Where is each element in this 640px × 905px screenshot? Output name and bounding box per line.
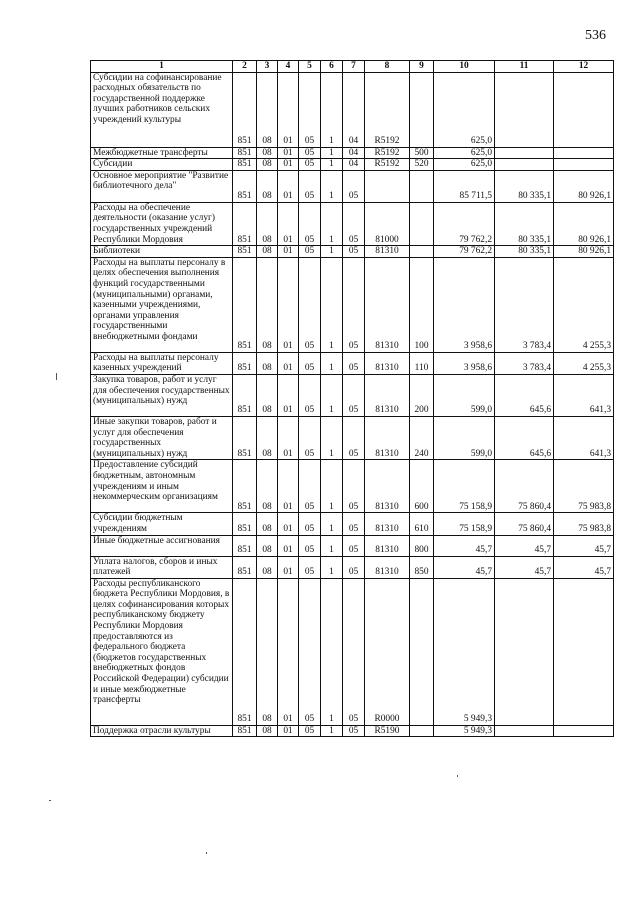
row-name-cell [91, 159, 233, 171]
cell-c9: 240 [410, 416, 434, 459]
table-row [91, 202, 614, 245]
table-row [91, 535, 614, 556]
cell-c12: 4 255,3 [554, 257, 614, 352]
row-name-cell [91, 147, 233, 159]
row-name-cell [91, 578, 233, 725]
cell-c2: 851 [233, 374, 257, 416]
scan-mark [457, 775, 458, 777]
row-name: Библиотеки [93, 246, 141, 257]
col-header-3: 3 [257, 61, 278, 73]
row-name: Субсидии на софинансирование расходных обязательств по государственной поддержке лучших работников сельских учреждений культуры [93, 72, 222, 125]
table-row [91, 352, 614, 374]
col-header-2: 2 [233, 61, 257, 73]
cell-c4: 01 [278, 535, 299, 556]
cell-c7: 05 [343, 556, 365, 578]
cell-c11 [495, 72, 554, 147]
row-name-cell [91, 460, 233, 513]
cell-c10: 5 949,3 [434, 725, 495, 737]
cell-c10: 5 949,3 [434, 578, 495, 725]
cell-c2: 851 [233, 460, 257, 513]
cell-c2: 851 [233, 578, 257, 725]
cell-c9: 850 [410, 556, 434, 578]
table-row [91, 170, 614, 202]
table-row [91, 246, 614, 258]
cell-c4: 01 [278, 513, 299, 535]
cell-c6: 1 [321, 170, 343, 202]
cell-c10: 45,7 [434, 535, 495, 556]
row-name: Уплата налогов, сборов и иных платежей [93, 556, 218, 578]
cell-c12: 75 983,8 [554, 460, 614, 513]
col-header-11: 11 [495, 61, 554, 73]
cell-c9: 500 [410, 147, 434, 159]
cell-c5: 05 [299, 159, 321, 171]
cell-c2: 851 [233, 352, 257, 374]
cell-c10: 3 958,6 [434, 352, 495, 374]
cell-c8: R5192 [365, 147, 410, 159]
cell-c2: 851 [233, 159, 257, 171]
cell-c3: 08 [257, 72, 278, 147]
cell-c9 [410, 725, 434, 737]
cell-c8: 81310 [365, 556, 410, 578]
cell-c2: 851 [233, 147, 257, 159]
cell-c3: 08 [257, 374, 278, 416]
cell-c4: 01 [278, 257, 299, 352]
cell-c2: 851 [233, 725, 257, 737]
cell-c8: R5190 [365, 725, 410, 737]
cell-c6: 1 [321, 147, 343, 159]
row-name: Расходы на выплаты персоналу казенных учреждений [93, 352, 219, 374]
cell-c6: 1 [321, 578, 343, 725]
cell-c4: 01 [278, 374, 299, 416]
cell-c3: 08 [257, 556, 278, 578]
cell-c7: 05 [343, 460, 365, 513]
col-header-name: 1 [91, 61, 233, 73]
cell-c10: 599,0 [434, 416, 495, 459]
cell-c4: 01 [278, 352, 299, 374]
cell-c5: 05 [299, 374, 321, 416]
cell-c12 [554, 72, 614, 147]
cell-c6: 1 [321, 416, 343, 459]
cell-c5: 05 [299, 352, 321, 374]
cell-c7: 05 [343, 578, 365, 725]
row-name-cell [91, 535, 233, 556]
cell-c9 [410, 202, 434, 245]
cell-c7: 05 [343, 170, 365, 202]
cell-c10: 625,0 [434, 159, 495, 171]
row-name: Расходы республиканского бюджета Республики Мордовия, в целях софинансирования которых республиканскому бюджету Республики Мордовия предоставляются из федерального бюджета (бюджетов государственных внебюджетных фондов Российской Федерации) субсидии и иные межбюджетные трансферты [93, 578, 230, 706]
cell-c8: 81310 [365, 352, 410, 374]
cell-c10: 625,0 [434, 72, 495, 147]
cell-c6: 1 [321, 513, 343, 535]
cell-c4: 01 [278, 578, 299, 725]
cell-c4: 01 [278, 202, 299, 245]
cell-c7: 04 [343, 147, 365, 159]
cell-c11: 75 860,4 [495, 513, 554, 535]
cell-c3: 08 [257, 257, 278, 352]
cell-c9: 100 [410, 257, 434, 352]
cell-c10: 625,0 [434, 147, 495, 159]
row-name-cell [91, 556, 233, 578]
cell-c5: 05 [299, 202, 321, 245]
cell-c6: 1 [321, 374, 343, 416]
cell-c12: 45,7 [554, 556, 614, 578]
cell-c7: 04 [343, 72, 365, 147]
header-row [91, 61, 614, 73]
row-name: Закупка товаров, работ и услуг для обеспечения государственных (муниципальных) нужд [93, 374, 230, 407]
cell-c12: 80 926,1 [554, 202, 614, 245]
row-name-cell [91, 170, 233, 202]
cell-c12 [554, 725, 614, 737]
cell-c8: R0000 [365, 578, 410, 725]
cell-c9: 110 [410, 352, 434, 374]
row-name: Поддержка отрасли культуры [93, 725, 211, 736]
cell-c6: 1 [321, 556, 343, 578]
table-row [91, 374, 614, 416]
table-body [91, 72, 614, 737]
cell-c9: 800 [410, 535, 434, 556]
cell-c10: 3 958,6 [434, 257, 495, 352]
cell-c8: 81000 [365, 202, 410, 245]
cell-c3: 08 [257, 159, 278, 171]
row-name: Субсидии [93, 159, 133, 170]
row-name-cell [91, 352, 233, 374]
col-header-6: 6 [321, 61, 343, 73]
cell-c5: 05 [299, 460, 321, 513]
cell-c2: 851 [233, 246, 257, 258]
budget-table [90, 60, 614, 737]
row-name-cell [91, 374, 233, 416]
col-header-8: 8 [365, 61, 410, 73]
cell-c12: 45,7 [554, 535, 614, 556]
cell-c9: 520 [410, 159, 434, 171]
cell-c12 [554, 578, 614, 725]
table-row [91, 147, 614, 159]
cell-c9: 610 [410, 513, 434, 535]
cell-c12: 80 926,1 [554, 170, 614, 202]
row-name: Субсидии бюджетным учреждениям [93, 513, 183, 534]
cell-c11: 80 335,1 [495, 246, 554, 258]
cell-c7: 05 [343, 374, 365, 416]
cell-c4: 01 [278, 159, 299, 171]
cell-c3: 08 [257, 246, 278, 258]
cell-c11: 80 335,1 [495, 170, 554, 202]
cell-c2: 851 [233, 202, 257, 245]
cell-c6: 1 [321, 257, 343, 352]
cell-c5: 05 [299, 416, 321, 459]
cell-c6: 1 [321, 725, 343, 737]
cell-c7: 05 [343, 202, 365, 245]
cell-c4: 01 [278, 170, 299, 202]
cell-c12: 641,3 [554, 416, 614, 459]
cell-c8: 81310 [365, 416, 410, 459]
cell-c11 [495, 159, 554, 171]
cell-c6: 1 [321, 202, 343, 245]
cell-c4: 01 [278, 147, 299, 159]
cell-c2: 851 [233, 535, 257, 556]
cell-c9 [410, 72, 434, 147]
cell-c11: 45,7 [495, 535, 554, 556]
cell-c9: 600 [410, 460, 434, 513]
cell-c2: 851 [233, 416, 257, 459]
cell-c4: 01 [278, 416, 299, 459]
row-name: Расходы на выплаты персоналу в целях обеспечения выполнения функций государственными (муниципальными) органами, казенными учреждениями, органами управления государственными внебюджетными фондами [93, 257, 226, 342]
cell-c7: 05 [343, 416, 365, 459]
cell-c7: 05 [343, 246, 365, 258]
scan-mark [49, 800, 51, 801]
cell-c9 [410, 170, 434, 202]
cell-c3: 08 [257, 535, 278, 556]
row-name-cell [91, 257, 233, 352]
cell-c11 [495, 147, 554, 159]
cell-c5: 05 [299, 725, 321, 737]
col-header-12: 12 [554, 61, 614, 73]
cell-c5: 05 [299, 147, 321, 159]
row-name-cell [91, 725, 233, 737]
cell-c6: 1 [321, 159, 343, 171]
cell-c8: 81310 [365, 246, 410, 258]
cell-c5: 05 [299, 556, 321, 578]
col-header-4: 4 [278, 61, 299, 73]
cell-c7: 05 [343, 725, 365, 737]
row-name: Межбюджетные трансферты [93, 147, 208, 158]
row-name: Основное мероприятие "Развитие библиотечного дела" [93, 170, 229, 192]
cell-c10: 45,7 [434, 556, 495, 578]
cell-c6: 1 [321, 535, 343, 556]
table-row [91, 578, 614, 725]
cell-c6: 1 [321, 72, 343, 147]
cell-c11 [495, 578, 554, 725]
scan-mark [56, 373, 57, 380]
cell-c8: 81310 [365, 460, 410, 513]
table-row [91, 513, 614, 535]
cell-c8: 81310 [365, 513, 410, 535]
cell-c6: 1 [321, 352, 343, 374]
cell-c5: 05 [299, 257, 321, 352]
cell-c8: 81310 [365, 535, 410, 556]
cell-c10: 75 158,9 [434, 460, 495, 513]
scan-mark [206, 852, 207, 854]
cell-c2: 851 [233, 257, 257, 352]
cell-c12: 80 926,1 [554, 246, 614, 258]
cell-c8: 81310 [365, 257, 410, 352]
cell-c5: 05 [299, 513, 321, 535]
cell-c3: 08 [257, 578, 278, 725]
table-row [91, 725, 614, 737]
cell-c11 [495, 725, 554, 737]
cell-c5: 05 [299, 535, 321, 556]
cell-c12 [554, 159, 614, 171]
row-name-cell [91, 72, 233, 147]
table-row [91, 257, 614, 352]
cell-c6: 1 [321, 460, 343, 513]
cell-c2: 851 [233, 556, 257, 578]
cell-c9 [410, 246, 434, 258]
row-name: Предоставление субсидий бюджетным, автономным учреждениям и иным некоммерческим организациям [93, 460, 218, 503]
cell-c7: 05 [343, 535, 365, 556]
cell-c7: 05 [343, 513, 365, 535]
table-row [91, 556, 614, 578]
col-header-7: 7 [343, 61, 365, 73]
row-name-cell [91, 246, 233, 258]
cell-c7: 04 [343, 159, 365, 171]
cell-c3: 08 [257, 202, 278, 245]
cell-c11: 645,6 [495, 416, 554, 459]
cell-c5: 05 [299, 578, 321, 725]
cell-c11: 80 335,1 [495, 202, 554, 245]
cell-c3: 08 [257, 147, 278, 159]
table-row [91, 159, 614, 171]
table-row [91, 72, 614, 147]
row-name-cell [91, 513, 233, 535]
cell-c8: R5192 [365, 159, 410, 171]
cell-c7: 05 [343, 352, 365, 374]
cell-c3: 08 [257, 513, 278, 535]
cell-c3: 08 [257, 170, 278, 202]
cell-c8: R5192 [365, 72, 410, 147]
cell-c2: 851 [233, 513, 257, 535]
cell-c5: 05 [299, 72, 321, 147]
cell-c10: 75 158,9 [434, 513, 495, 535]
cell-c9 [410, 578, 434, 725]
row-name: Иные закупки товаров, работ и услуг для обеспечения государственных (муниципальных) нужд [93, 416, 217, 459]
col-header-9: 9 [410, 61, 434, 73]
cell-c4: 01 [278, 556, 299, 578]
cell-c8: 81310 [365, 374, 410, 416]
cell-c10: 599,0 [434, 374, 495, 416]
cell-c11: 645,6 [495, 374, 554, 416]
row-name-cell [91, 416, 233, 459]
cell-c10: 79 762,2 [434, 246, 495, 258]
col-header-10: 10 [434, 61, 495, 73]
cell-c2: 851 [233, 72, 257, 147]
cell-c2: 851 [233, 170, 257, 202]
cell-c6: 1 [321, 246, 343, 258]
cell-c7: 05 [343, 257, 365, 352]
cell-c5: 05 [299, 246, 321, 258]
row-name: Иные бюджетные ассигнования [93, 535, 220, 546]
col-header-5: 5 [299, 61, 321, 73]
table-row [91, 460, 614, 513]
cell-c11: 75 860,4 [495, 460, 554, 513]
cell-c11: 45,7 [495, 556, 554, 578]
cell-c10: 79 762,2 [434, 202, 495, 245]
cell-c3: 08 [257, 352, 278, 374]
cell-c10: 85 711,5 [434, 170, 495, 202]
page-number: 536 [585, 28, 606, 43]
cell-c5: 05 [299, 170, 321, 202]
cell-c11: 3 783,4 [495, 352, 554, 374]
cell-c12: 4 255,3 [554, 352, 614, 374]
row-name: Расходы на обеспечение деятельности (оказание услуг) государственных учреждений Республики Мордовия [93, 202, 215, 245]
cell-c12 [554, 147, 614, 159]
cell-c4: 01 [278, 460, 299, 513]
table-row [91, 416, 614, 459]
cell-c12: 641,3 [554, 374, 614, 416]
cell-c11: 3 783,4 [495, 257, 554, 352]
cell-c4: 01 [278, 246, 299, 258]
cell-c3: 08 [257, 416, 278, 459]
cell-c3: 08 [257, 460, 278, 513]
cell-c12: 75 983,8 [554, 513, 614, 535]
cell-c3: 08 [257, 725, 278, 737]
row-name-cell [91, 202, 233, 245]
cell-c4: 01 [278, 725, 299, 737]
cell-c8 [365, 170, 410, 202]
cell-c4: 01 [278, 72, 299, 147]
cell-c9: 200 [410, 374, 434, 416]
